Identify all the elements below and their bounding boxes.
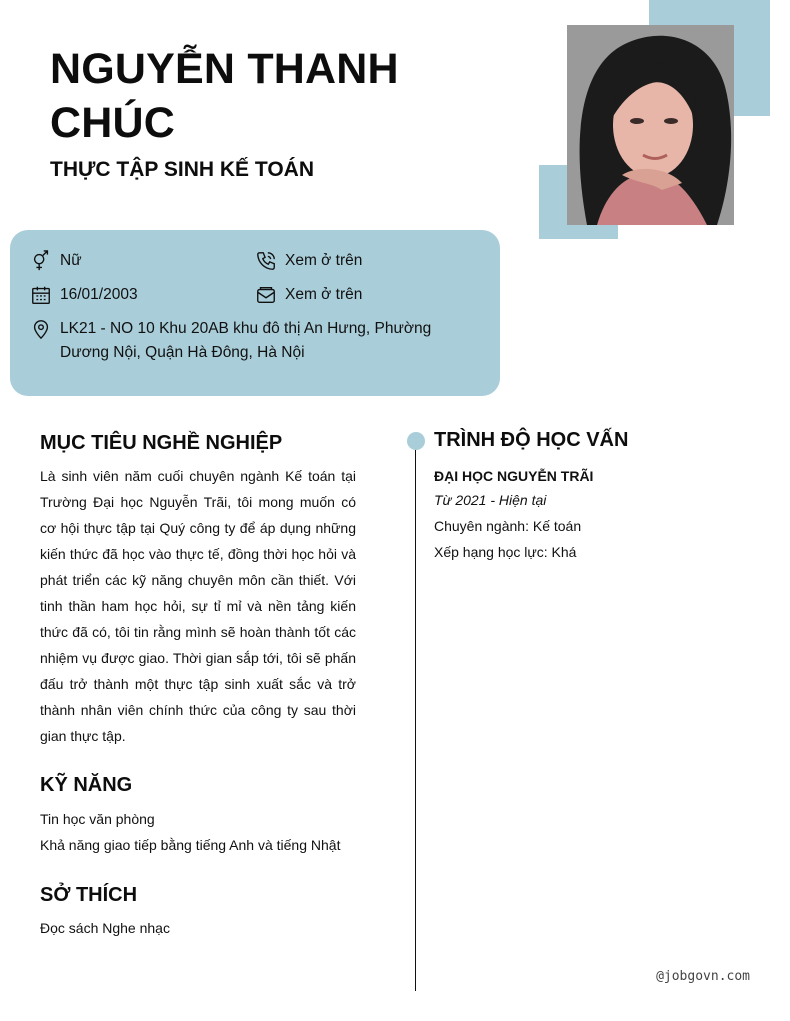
gender-icon — [30, 250, 52, 272]
watermark: @jobgovn.com — [656, 969, 750, 984]
location-icon — [30, 318, 52, 340]
timeline-dot — [407, 432, 425, 450]
address-value: LK21 - NO 10 Khu 20AB khu đô thị An Hưng, Phường Dương Nội, Quận Hà Đông, Hà Nội — [60, 320, 432, 361]
hobbies-text: Đọc sách Nghe nhạc — [40, 920, 170, 936]
contact-address — [30, 317, 450, 365]
email-value[interactable]: Xem ở trên — [285, 286, 363, 303]
contact-info-box — [10, 230, 500, 396]
contact-phone — [255, 249, 362, 273]
education-school: ĐẠI HỌC NGUYỄN TRÃI — [434, 468, 594, 484]
phone-value[interactable]: Xem ở trên — [285, 252, 363, 269]
contact-gender — [30, 249, 82, 273]
skill-item: Tin học văn phòng — [40, 811, 155, 827]
profile-photo — [567, 25, 734, 225]
timeline-line — [415, 441, 416, 991]
hobbies-title: SỞ THÍCH — [40, 884, 138, 906]
birthday-value: 16/01/2003 — [60, 286, 138, 303]
candidate-name: NGUYỄN THANH CHÚC — [50, 45, 399, 147]
contact-email — [255, 283, 362, 307]
objective-text: Là sinh viên năm cuối chuyên ngành Kế toán tại Trường Đại học Nguyễn Trãi, tôi mong muốn có cơ hội thực tập tại Quý công ty để áp dụng những kiến thức đã học vào thực tế, đồng thời học hỏi và phát triển các kỹ năng chuyên môn cần thiết. Với tinh thần ham học hỏi, sự tỉ mỉ và nền tảng kiến thức đã có, tôi tin rằng mình sẽ hoàn thành tốt các nhiệm vụ được giao. Thời gian sắp tới, tôi sẽ phấn đấu trở thành một thực tập sinh xuất sắc và trở thành nhân viên chính thức của công ty sau thời gian thực tập. — [40, 468, 356, 744]
education-title: TRÌNH ĐỘ HỌC VẤN — [434, 429, 629, 451]
skill-item: Khả năng giao tiếp bằng tiếng Anh và tiếng Nhật — [40, 837, 341, 853]
objective-title: MỤC TIÊU NGHỀ NGHIỆP — [40, 432, 283, 454]
education-major: Chuyên ngành: Kế toán — [434, 518, 582, 534]
education-rank: Xếp hạng học lực: Khá — [434, 544, 577, 560]
email-icon — [255, 284, 277, 306]
education-time: Từ 2021 - Hiện tại — [434, 492, 547, 508]
job-position: THỰC TẬP SINH KẾ TOÁN — [50, 158, 314, 181]
gender-value: Nữ — [60, 252, 82, 269]
contact-birthday — [30, 283, 138, 307]
calendar-icon — [30, 284, 52, 306]
phone-icon — [255, 250, 277, 272]
skills-title: KỸ NĂNG — [40, 774, 133, 796]
portrait-illustration — [567, 25, 734, 225]
